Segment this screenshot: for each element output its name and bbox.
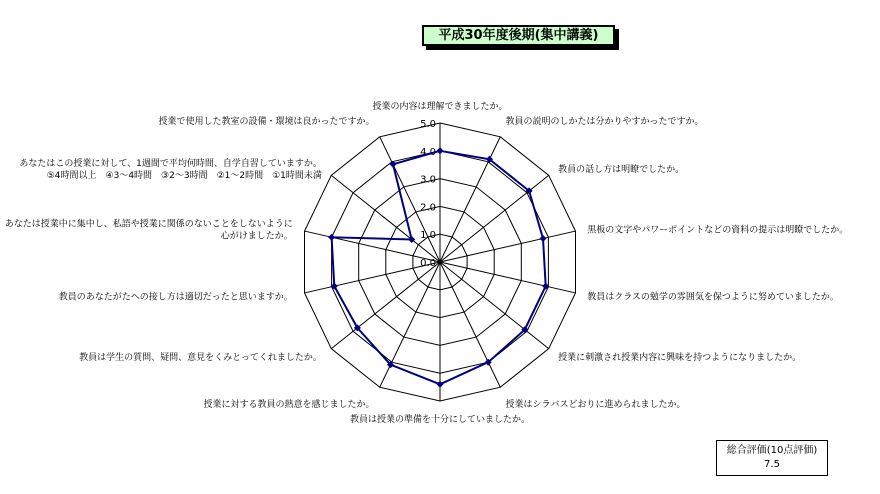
axis-label: 教員の話し方は明瞭でしたか。 xyxy=(558,164,685,175)
tick-label: 2.0 xyxy=(420,202,436,214)
axis-label: 教員はクラスの勉学の雰囲気を保つように努めていましたか。 xyxy=(587,292,839,303)
axis-label: 授業はシラバスどおりに進められましたか。 xyxy=(505,400,686,410)
data-point-12 xyxy=(328,234,335,241)
axis-label: あなたは授業中に集中し、私語や授業に関係のないことをしないように xyxy=(4,219,293,230)
axis-label: 授業に対する教員の熱意を感じましたか。 xyxy=(203,400,375,410)
axis-label: 心がけましたか。 xyxy=(220,231,293,242)
tick-label: 0.0 xyxy=(420,258,436,269)
tick-label: 3.0 xyxy=(420,174,436,186)
axis-label: 教員は授業の準備を十分にしていましたか。 xyxy=(349,415,531,425)
axis-label: 黒板の文字やパワーポイントなどの資料の提示は明瞭でしたか。 xyxy=(587,225,849,236)
axis-label: 教員は学生の質問、疑問、意見をくみとってくれましたか。 xyxy=(79,353,322,364)
overall-rating-label: 総合評価(10点評価) xyxy=(726,445,818,456)
axis-label: 教員の説明のしかたは分かりやすかったですか。 xyxy=(505,117,704,127)
series-line xyxy=(332,151,546,384)
tick-label: 5.0 xyxy=(420,119,436,130)
axis-label: 授業の内容は理解できましたか。 xyxy=(372,102,508,112)
spoke-4 xyxy=(440,231,576,262)
axis-label: 教員のあなたがたへの接し方は適切だったと思いますか。 xyxy=(58,292,293,303)
axis-label: 授業に刺激され授業内容に興味を持つようになりましたか。 xyxy=(558,353,802,364)
data-point-14 xyxy=(390,161,397,168)
axis-label: ⑤4時間以上 ④3～4時間 ③2～3時間 ②1～2時間 ①1時間未満 xyxy=(46,170,322,181)
spoke-5 xyxy=(440,262,576,293)
tick-label: 1.0 xyxy=(420,230,436,242)
tick-label: 4.0 xyxy=(420,146,436,158)
data-point-8 xyxy=(437,381,444,388)
axis-label: 授業で使用した教室の設備・環境は良かったですか。 xyxy=(158,117,375,127)
overall-rating-box xyxy=(716,440,828,476)
data-point-4 xyxy=(540,235,547,242)
overall-rating-value: 7.5 xyxy=(764,459,780,470)
axis-label: あなたはこの授業に対して、1週間で平均何時間、自学自習していますか。 xyxy=(19,158,322,169)
data-point-1 xyxy=(437,147,444,154)
chart-title: 平成30年度後期(集中講義) xyxy=(422,25,615,46)
